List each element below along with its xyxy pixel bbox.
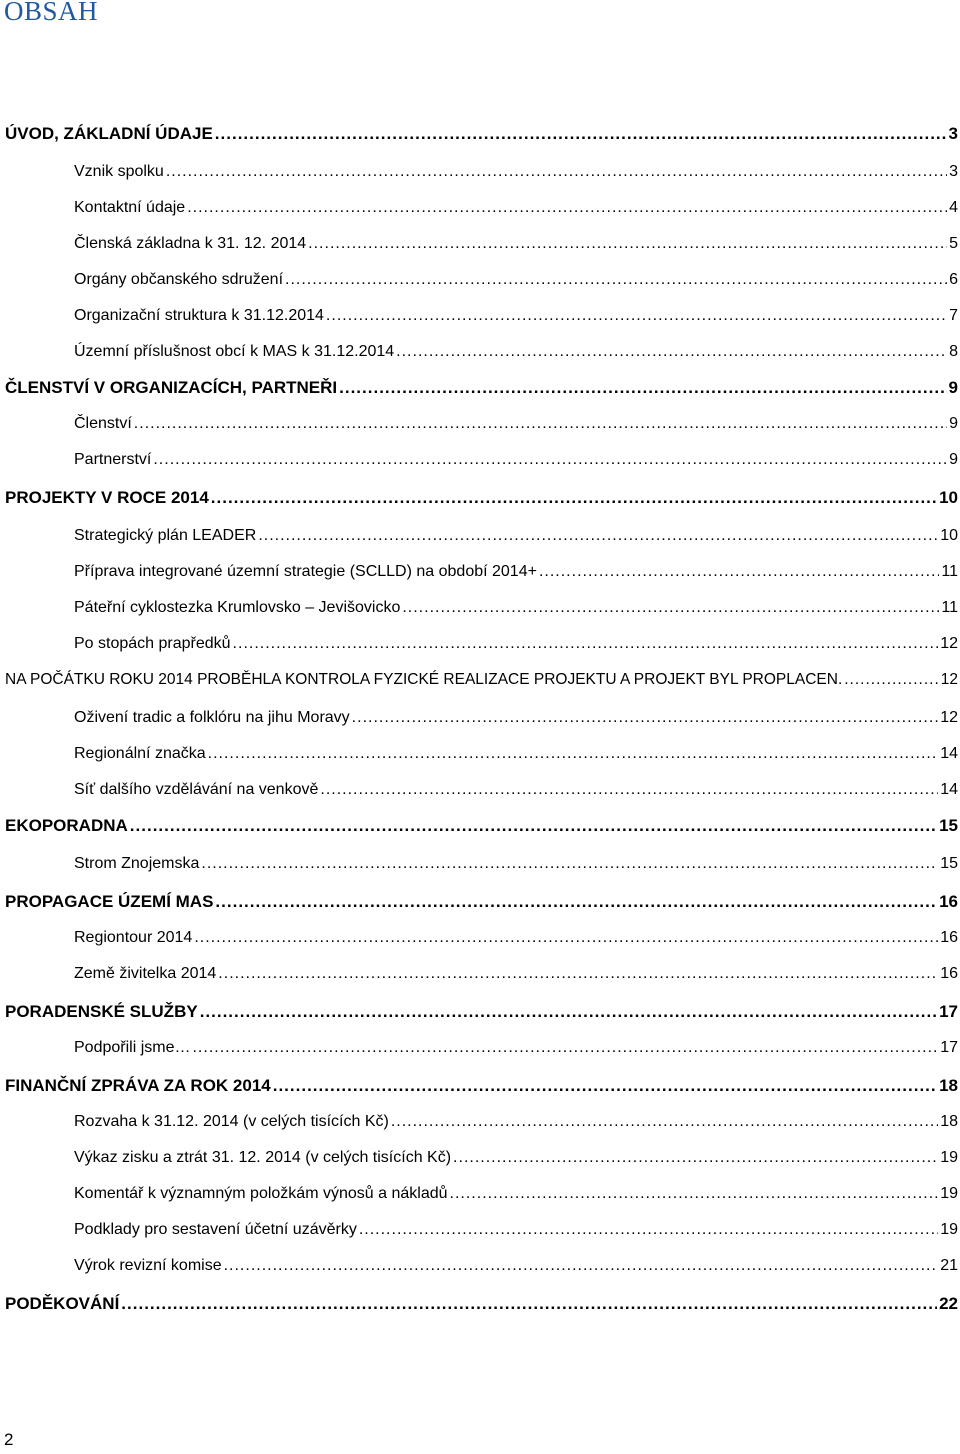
dot-leader [844, 670, 939, 690]
toc-entry[interactable] [0, 450, 960, 470]
page-number: 2 [4, 1430, 14, 1449]
toc-entry[interactable] [0, 162, 960, 182]
toc-entry[interactable] [0, 562, 960, 582]
toc-entry-page: 11 [941, 563, 958, 580]
dot-leader [326, 306, 947, 326]
toc-entry-title: FINANČNÍ ZPRÁVA ZA ROK 2014 [5, 1076, 271, 1095]
dot-leader [453, 1148, 938, 1168]
toc-entry-title: Síť dalšího vzdělávání na venkově [74, 781, 319, 798]
toc-entry[interactable] [0, 306, 960, 326]
dot-leader [402, 598, 939, 618]
toc-entry[interactable] [0, 1148, 960, 1168]
toc-entry-title: Organizační struktura k 31.12.2014 [74, 307, 324, 324]
toc-entry[interactable] [0, 270, 960, 290]
toc-entry-page: 19 [940, 1149, 958, 1166]
toc-entry-title: Regionální značka [74, 745, 206, 762]
toc-entry-title: Územní příslušnost obcí k MAS k 31.12.2014 [74, 343, 395, 360]
toc-entry-title: Členská základna k 31. 12. 2014 [74, 235, 307, 252]
toc-entry-page: 12 [940, 709, 958, 726]
dot-leader [359, 1220, 938, 1240]
dot-leader [121, 1294, 937, 1314]
toc-entry[interactable] [0, 526, 960, 546]
toc-entry-title: EKOPORADNA [5, 816, 128, 835]
toc-entry-title: Příprava integrované územní strategie (SCLLD) na období 2014+ [74, 563, 537, 580]
toc-entry-title: Partnerství [74, 451, 152, 468]
toc-entry-page: 19 [940, 1221, 958, 1238]
toc-entry-title: PODĚKOVÁNÍ [5, 1294, 120, 1313]
toc-entry-page: 8 [949, 343, 958, 360]
toc-entry-title: Vznik spolku [74, 163, 164, 180]
dot-leader [258, 526, 938, 546]
dot-leader [218, 964, 938, 984]
toc-entry[interactable] [0, 708, 960, 728]
toc-entry[interactable] [0, 1294, 960, 1314]
toc-entry-page: 10 [939, 488, 958, 507]
toc-entry[interactable] [0, 744, 960, 764]
toc-entry[interactable] [0, 670, 960, 690]
toc-entry-page: 18 [940, 1113, 958, 1130]
toc-entry[interactable] [0, 1038, 960, 1058]
dot-leader [192, 1038, 938, 1058]
toc-entry-title: Kontaktní údaje [74, 199, 186, 216]
toc-entry[interactable] [0, 124, 960, 144]
toc-entry[interactable] [0, 378, 960, 398]
toc-entry-title: Po stopách prapředků [74, 635, 231, 652]
dot-leader [320, 780, 938, 800]
toc-entry-page: 6 [949, 271, 958, 288]
toc-entry[interactable] [0, 964, 960, 984]
dot-leader [134, 414, 947, 434]
toc-entry-page: 12 [940, 635, 958, 652]
dot-leader [166, 162, 947, 182]
toc-entry-page: 9 [949, 415, 958, 432]
toc-entry[interactable] [0, 634, 960, 654]
toc-entry-page: 3 [948, 124, 958, 143]
dot-leader [211, 488, 937, 508]
toc-entry-title: ÚVOD, ZÁKLADNÍ ÚDAJE [5, 124, 213, 143]
toc-entry-page: 18 [939, 1076, 958, 1095]
toc-entry-page: 17 [940, 1039, 958, 1056]
toc-entry-page: 15 [940, 855, 958, 872]
toc-entry-page: 15 [939, 816, 958, 835]
toc-entry-page: 21 [940, 1257, 958, 1274]
dot-leader [194, 928, 938, 948]
dot-leader [352, 708, 939, 728]
toc-entry-title: Výkaz zisku a ztrát 31. 12. 2014 (v celých tisících Kč) [74, 1149, 452, 1166]
dot-leader [215, 124, 947, 144]
dot-leader [224, 1256, 939, 1276]
toc-entry[interactable] [0, 598, 960, 618]
toc-entry[interactable] [0, 1076, 960, 1096]
toc-entry-title: Regiontour 2014 [74, 929, 193, 946]
toc-entry-page: 14 [940, 781, 958, 798]
toc-entry-page: 11 [941, 599, 958, 616]
toc-entry-title: Země živitelka 2014 [74, 965, 217, 982]
toc-entry[interactable] [0, 1002, 960, 1022]
dot-leader [153, 450, 947, 470]
dot-leader [450, 1184, 939, 1204]
toc-entry-title: Členství [74, 415, 132, 432]
toc-entry[interactable] [0, 414, 960, 434]
toc-entry-page: 10 [940, 527, 958, 544]
toc-entry-page: 22 [939, 1294, 958, 1313]
toc-entry-title: Orgány občanského sdružení [74, 271, 284, 288]
dot-leader [201, 854, 938, 874]
toc-entry[interactable] [0, 342, 960, 362]
toc-entry[interactable] [0, 854, 960, 874]
dot-leader [339, 378, 946, 398]
toc-entry[interactable] [0, 198, 960, 218]
toc-entry-page: 16 [940, 929, 958, 946]
dot-leader [215, 892, 937, 912]
toc-entry-title: Strategický plán LEADER [74, 527, 257, 544]
toc-entry[interactable] [0, 234, 960, 254]
toc-entry-page: 14 [940, 745, 958, 762]
toc-entry[interactable] [0, 1220, 960, 1240]
toc-entry-page: 3 [949, 163, 958, 180]
toc-entry-title: PROPAGACE ÚZEMÍ MAS [5, 892, 214, 911]
toc-entry-title: Strom Znojemska [74, 855, 200, 872]
toc-entry-title: Páteřní cyklostezka Krumlovsko – Jevišovicko [74, 599, 401, 616]
toc-entry-page: 16 [940, 965, 958, 982]
toc-entry-title: ČLENSTVÍ V ORGANIZACÍCH, PARTNEŘI [5, 378, 338, 397]
toc-entry[interactable] [0, 488, 960, 508]
toc-entry-page: 17 [939, 1002, 958, 1021]
toc-entry-page: 4 [949, 199, 958, 216]
toc-entry-title: Podpořili jsme… [74, 1039, 191, 1056]
toc-entry-title: PROJEKTY V ROCE 2014 [5, 488, 209, 507]
toc-entry-page: 9 [948, 378, 958, 397]
dot-leader [308, 234, 947, 254]
toc-entry-title: Komentář k významným položkám výnosů a nákladů [74, 1185, 448, 1202]
dot-leader [273, 1076, 937, 1096]
dot-leader [130, 816, 937, 836]
page-title: OBSAH [4, 0, 99, 26]
toc-entry-title: Rozvaha k 31.12. 2014 (v celých tisících Kč) [74, 1113, 389, 1130]
toc-entry[interactable] [0, 892, 960, 912]
dot-leader [187, 198, 947, 218]
toc-entry-page: 9 [949, 451, 958, 468]
toc-entry-title: NA POČÁTKU ROKU 2014 PROBĚHLA KONTROLA FYZICKÉ REALIZACE PROJEKTU A PROJEKT BYL PROPLACEN. [5, 671, 843, 688]
toc-entry-page: 16 [939, 892, 958, 911]
dot-leader [233, 634, 939, 654]
dot-leader [396, 342, 947, 362]
dot-leader [539, 562, 939, 582]
toc-entry[interactable] [0, 780, 960, 800]
toc-entry-page: 12 [940, 671, 958, 688]
toc-entry[interactable] [0, 816, 960, 836]
toc-entry[interactable] [0, 1184, 960, 1204]
toc-entry[interactable] [0, 1112, 960, 1132]
toc-entry[interactable] [0, 928, 960, 948]
toc-entry-title: Oživení tradic a folklóru na jihu Moravy [74, 709, 350, 726]
toc-entry-page: 7 [949, 307, 958, 324]
toc-entry-title: Podklady pro sestavení účetní uzávěrky [74, 1221, 357, 1238]
dot-leader [208, 744, 939, 764]
toc-entry-page: 19 [940, 1185, 958, 1202]
toc-entry-page: 5 [949, 235, 958, 252]
dot-leader [391, 1112, 938, 1132]
toc-entry-title: PORADENSKÉ SLUŽBY [5, 1002, 198, 1021]
toc-entry[interactable] [0, 1256, 960, 1276]
dot-leader [285, 270, 947, 290]
dot-leader [200, 1002, 937, 1022]
toc-entry-title: Výrok revizní komise [74, 1257, 222, 1274]
